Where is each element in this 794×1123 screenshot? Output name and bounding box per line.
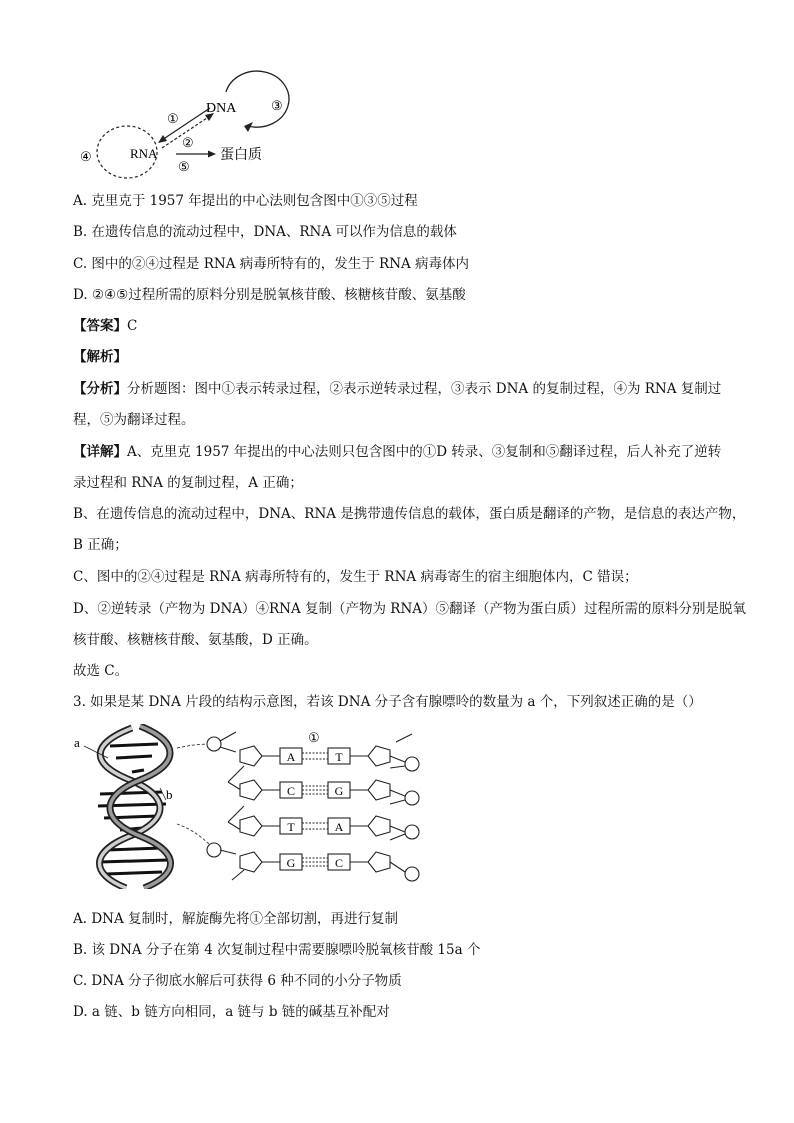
q2-xiangjie — [73, 443, 721, 461]
base-left-4: G — [286, 856, 296, 870]
base-pair-row-2 — [280, 782, 350, 798]
answer-value: C — [127, 318, 138, 334]
q2-d-explain: D、②逆转录（产物为 DNA）④RNA 复制（产物为 RNA）⑤翻译（产物为蛋白质）过程所需的原料分别是脱氧 — [73, 601, 747, 617]
q3-option-a: A. DNA 复制时，解旋酶先将①全部切割，再进行复制 — [73, 911, 399, 927]
hydrogen-bond-label: ① — [308, 730, 320, 745]
q2-option-b: B. 在遗传信息的流动过程中，DNA、RNA 可以作为信息的载体 — [73, 224, 457, 240]
answer-label: 【答案】 — [73, 318, 127, 334]
label-b: b — [166, 787, 173, 802]
base-right-1: T — [335, 750, 343, 764]
base-right-3: A — [334, 820, 344, 834]
base-pair-row-4 — [280, 854, 350, 870]
base-left-1: A — [286, 750, 296, 764]
process-3-label: ③ — [271, 98, 283, 113]
q3-option-d: D. a 链、b 链方向相同，a 链与 b 链的碱基互补配对 — [73, 1004, 390, 1020]
q2-option-d: D. ②④⑤过程所需的原料分别是脱氧核苷酸、核糖核苷酸、氨基酸 — [73, 287, 466, 303]
q2-c-explain: C、图中的②④过程是 RNA 病毒所特有的，发生于 RNA 病毒寄生的宿主细胞体内，C 错误； — [73, 569, 638, 585]
base-right-2: G — [334, 784, 344, 798]
dna-structure-schematic — [200, 728, 440, 888]
left-backbone — [207, 732, 280, 880]
q2-b-explain: B、在遗传信息的流动过程中，DNA、RNA 是携带遗传信息的载体，蛋白质是翻译的产物，是信息的表达产物， — [73, 506, 746, 522]
q2-analysis-heading — [73, 348, 127, 366]
process-4-label: ④ — [80, 149, 92, 164]
label-a: a — [74, 735, 80, 750]
q2-xiangjie-cont: 录过程和 RNA 的复制过程，A 正确； — [73, 475, 303, 491]
central-dogma-diagram — [70, 68, 300, 180]
q3-stem: 3. 如果是某 DNA 片段的结构示意图，若该 DNA 分子含有腺嘌呤的数量为 a 个，下列叙述正确的是（） — [73, 694, 702, 710]
translation-arrowhead — [208, 151, 216, 158]
right-backbone — [350, 734, 419, 881]
protein-label: 蛋白质 — [220, 147, 262, 163]
q2-fenxi — [73, 380, 721, 398]
base-pair-row-3 — [280, 818, 350, 834]
q2-d-explain-cont: 核苷酸、核糖核苷酸、氨基酸，D 正确。 — [73, 632, 318, 648]
fenxi-text-1: 分析题图：图中①表示转录过程，②表示逆转录过程，③表示 DNA 的复制过程，④为 RNA 复制过 — [127, 381, 722, 397]
base-left-2: C — [286, 784, 296, 798]
q2-fenxi-cont: 程，⑤为翻译过程。 — [73, 412, 195, 428]
q2-option-c: C. 图中的②④过程是 RNA 病毒所特有的，发生于 RNA 病毒体内 — [73, 256, 470, 272]
base-right-4: C — [334, 856, 344, 870]
analysis-label: 【解析】 — [73, 349, 127, 365]
q3-option-b: B. 该 DNA 分子在第 4 次复制过程中需要腺嘌呤脱氧核苷酸 15a 个 — [73, 942, 481, 958]
q3-option-c: C. DNA 分子彻底水解后可获得 6 种不同的小分子物质 — [73, 973, 402, 989]
q2-option-a: A. 克里克于 1957 年提出的中心法则包含图中①③⑤过程 — [73, 193, 418, 209]
q2-answer — [73, 317, 137, 335]
fenxi-label: 【分析】 — [73, 381, 127, 397]
dna-label: DNA — [206, 101, 237, 116]
rna-label: RNA — [130, 146, 158, 161]
process-5-label: ⑤ — [178, 159, 190, 174]
xiangjie-label: 【详解】 — [73, 444, 127, 460]
xiangjie-text-1: A、克里克 1957 年提出的中心法则只包含图中的①D 转录、③复制和⑤翻译过程，后人补充了逆转 — [127, 444, 722, 460]
q2-b-explain-cont: B 正确； — [73, 537, 128, 553]
base-pair-row-1 — [280, 748, 350, 764]
process-2-label: ② — [182, 135, 194, 150]
base-left-3: T — [287, 820, 295, 834]
process-1-label: ① — [167, 111, 179, 126]
transcription-arrowhead — [158, 135, 167, 143]
q2-conclusion: 故选 C。 — [73, 663, 129, 679]
